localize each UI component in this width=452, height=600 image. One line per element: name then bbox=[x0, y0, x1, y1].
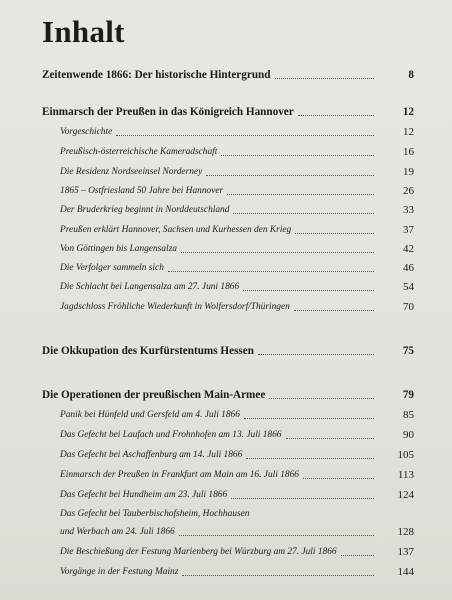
toc-dot-leader bbox=[269, 398, 374, 399]
toc-entry-title: Vorgänge in der Festung Mainz bbox=[60, 567, 179, 577]
toc-dot-leader bbox=[295, 233, 374, 234]
toc-page-number: 124 bbox=[397, 489, 414, 501]
toc-page-number: 12 bbox=[402, 106, 414, 118]
toc-dot-leader bbox=[341, 555, 374, 556]
toc-page-number: 54 bbox=[403, 281, 414, 293]
toc-page-number: 137 bbox=[397, 546, 414, 558]
toc-entry bbox=[0, 564, 452, 580]
toc-entry bbox=[0, 279, 452, 295]
toc-entry-title: Die Verfolger sammeln sich bbox=[60, 263, 164, 273]
toc-entry bbox=[0, 343, 452, 359]
toc-dot-leader bbox=[182, 575, 374, 576]
toc-dot-leader bbox=[244, 418, 374, 419]
toc-page-number: 113 bbox=[397, 469, 414, 481]
page-title: Inhalt bbox=[42, 14, 125, 49]
toc-entry-title: Vorgeschichte bbox=[60, 127, 113, 137]
toc-entry bbox=[0, 506, 452, 522]
toc-page-number: 12 bbox=[403, 126, 414, 138]
toc-entry bbox=[0, 299, 452, 315]
toc-page-number: 37 bbox=[403, 224, 414, 236]
toc-entry-title: Das Gefecht bei Aschaffenburg am 14. Juli 1866 bbox=[60, 450, 243, 460]
toc-page-number: 70 bbox=[403, 301, 414, 313]
toc-page-number: 90 bbox=[403, 429, 414, 441]
toc-entry bbox=[0, 260, 452, 276]
toc-dot-leader bbox=[206, 175, 374, 176]
toc-entry bbox=[0, 467, 452, 483]
toc-page-number: 85 bbox=[403, 409, 414, 421]
toc-entry bbox=[0, 241, 452, 257]
toc-entry bbox=[0, 164, 452, 180]
toc-dot-leader bbox=[298, 115, 374, 116]
toc-dot-leader bbox=[227, 194, 374, 195]
toc-dot-leader bbox=[275, 78, 375, 79]
toc-page-number: 79 bbox=[402, 389, 414, 401]
toc-dot-leader bbox=[221, 155, 374, 156]
toc-dot-leader bbox=[294, 310, 374, 311]
toc-entry bbox=[0, 183, 452, 199]
toc-dot-leader bbox=[286, 438, 375, 439]
toc-entry-title: Zeitenwende 1866: Der historische Hintergrund bbox=[42, 69, 271, 81]
toc-dot-leader bbox=[116, 135, 374, 136]
toc-entry-title: Panik bei Hünfeld und Gersfeld am 4. Juli 1866 bbox=[60, 410, 240, 420]
toc-entry bbox=[0, 544, 452, 560]
toc-dot-leader bbox=[246, 458, 374, 459]
toc-entry-title: Das Gefecht bei Hundheim am 23. Juli 1866 bbox=[60, 490, 228, 500]
toc-entry-title: Das Gefecht bei Tauberbischofsheim, Hochhausen bbox=[60, 509, 250, 519]
toc-page-number: 105 bbox=[397, 449, 414, 461]
toc-entry-title: Die Schlacht bei Langensalza am 27. Juni 1866 bbox=[60, 282, 240, 292]
toc-entry-title: Die Residenz Nordseeinsel Norderney bbox=[60, 167, 203, 177]
toc-entry bbox=[0, 524, 452, 540]
toc-entry-title: Jagdschloss Fröhliche Wiederkunft in Wolfersdorf/Thüringen bbox=[60, 302, 290, 312]
toc-entry-title: Die Okkupation des Kurfürstentums Hessen bbox=[42, 345, 254, 357]
toc-dot-leader bbox=[258, 354, 374, 355]
toc-page-number: 26 bbox=[403, 185, 414, 197]
toc-entry bbox=[0, 104, 452, 120]
toc-entry-title: 1865 – Ostfriesland 50 Jahre bei Hannover bbox=[60, 186, 224, 196]
toc-entry bbox=[0, 67, 452, 83]
toc-page-number: 19 bbox=[403, 166, 414, 178]
toc-entry bbox=[0, 202, 452, 218]
toc-page-number: 46 bbox=[403, 262, 414, 274]
toc-page-number: 8 bbox=[408, 69, 414, 81]
toc-entry-title: Der Bruderkrieg beginnt in Norddeutschland bbox=[60, 205, 230, 215]
toc-page-number: 16 bbox=[403, 146, 414, 158]
toc-dot-leader bbox=[168, 271, 374, 272]
toc-entry bbox=[0, 124, 452, 140]
toc-entry-title: Preußisch-österreichische Kameradschaft bbox=[60, 147, 218, 157]
toc-entry-title: Preußen erklärt Hannover, Sachsen und Kurhessen den Krieg bbox=[60, 225, 292, 235]
toc-page-number: 33 bbox=[403, 204, 414, 216]
toc-page-number: 42 bbox=[403, 243, 414, 255]
toc-dot-leader bbox=[233, 213, 374, 214]
toc-dot-leader bbox=[243, 290, 374, 291]
toc-entry bbox=[0, 447, 452, 463]
toc-entry-title: Von Göttingen bis Langensalza bbox=[60, 244, 177, 254]
toc-entry-title: und Werbach am 24. Juli 1866 bbox=[60, 527, 175, 537]
toc-entry bbox=[0, 427, 452, 443]
toc-dot-leader bbox=[179, 535, 374, 536]
toc-entry bbox=[0, 387, 452, 403]
toc-dot-leader bbox=[181, 252, 374, 253]
toc-page-number: 75 bbox=[402, 345, 414, 357]
toc-entry bbox=[0, 487, 452, 503]
toc-entry bbox=[0, 407, 452, 423]
toc-entry-title: Einmarsch der Preußen in das Königreich Hannover bbox=[42, 106, 294, 118]
toc-entry bbox=[0, 144, 452, 160]
toc-page-number: 144 bbox=[397, 566, 414, 578]
toc-entry-title: Das Gefecht bei Laufach und Frohnhofen am 13. Juli 1866 bbox=[60, 430, 282, 440]
toc-dot-leader bbox=[231, 498, 374, 499]
toc-entry-title: Die Operationen der preußischen Main-Armee bbox=[42, 389, 266, 401]
toc-entry bbox=[0, 222, 452, 238]
toc-dot-leader bbox=[303, 478, 374, 479]
toc-entry-title: Einmarsch der Preußen in Frankfurt am Main am 16. Juli 1866 bbox=[60, 470, 299, 480]
toc-page-number: 128 bbox=[397, 526, 414, 538]
toc-entry-title: Die Beschießung der Festung Marienberg bei Würzburg am 27. Juli 1866 bbox=[60, 547, 337, 557]
